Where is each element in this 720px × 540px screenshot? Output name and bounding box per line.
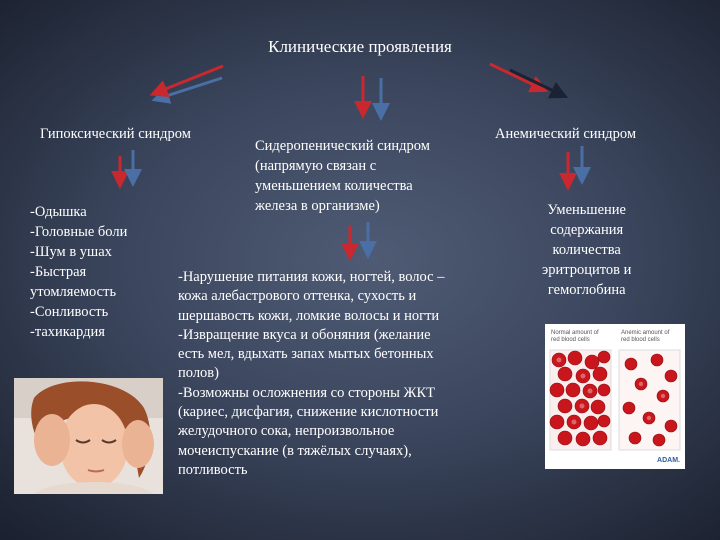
headache-photo (14, 378, 163, 494)
adam-logo: ADAM. (657, 457, 680, 464)
hypoxic-symptoms-list: -Одышка -Головные боли -Шум в ушах -Быстрая утомляемость -Сонливость -тахикардия (30, 204, 128, 340)
normal-cells-caption: Normal amount of red blood cells (551, 330, 599, 343)
sideropenic-manifestations-list: -Нарушение питания кожи, ногтей, волос – кожа алебастрового оттенка, сухость и шершавость кожи, ломкие волосы и ногти -Извращение вкуса и обоняния (желание есть мел, вдыхать запах мытых бетонных полов) -Возможны осложнения со стороны ЖКТ (кариес, дисфагия, снижение кислотности желудочного сока, непроизвольное мочеиспускание (в тяжёлых случаях), потливость (178, 269, 445, 478)
arrow-to-sideropenic (363, 76, 381, 112)
blood-cells-comparison-image (545, 324, 685, 469)
arrow-hypoxic-down (120, 150, 133, 180)
arrow-to-hypoxic (158, 66, 223, 98)
arrow-anemic-down (568, 146, 582, 182)
anemic-heading: Анемический синдром (495, 126, 637, 142)
sideropenic-heading: Сидеропенический синдром (напрямую связан с уменьшением количества железа в организме) (255, 138, 430, 214)
anemic-description: Уменьшение содержания количества эритроцитов и гемоглобина (542, 202, 632, 298)
anemic-cells-caption: Anemic amount of red blood cells (621, 330, 670, 343)
hypoxic-heading: Гипоксический синдром (40, 126, 191, 142)
arrow-sideropenic-down (350, 222, 368, 252)
arrow-to-anemic (490, 64, 560, 94)
slide-title: Клинические проявления (268, 37, 452, 56)
